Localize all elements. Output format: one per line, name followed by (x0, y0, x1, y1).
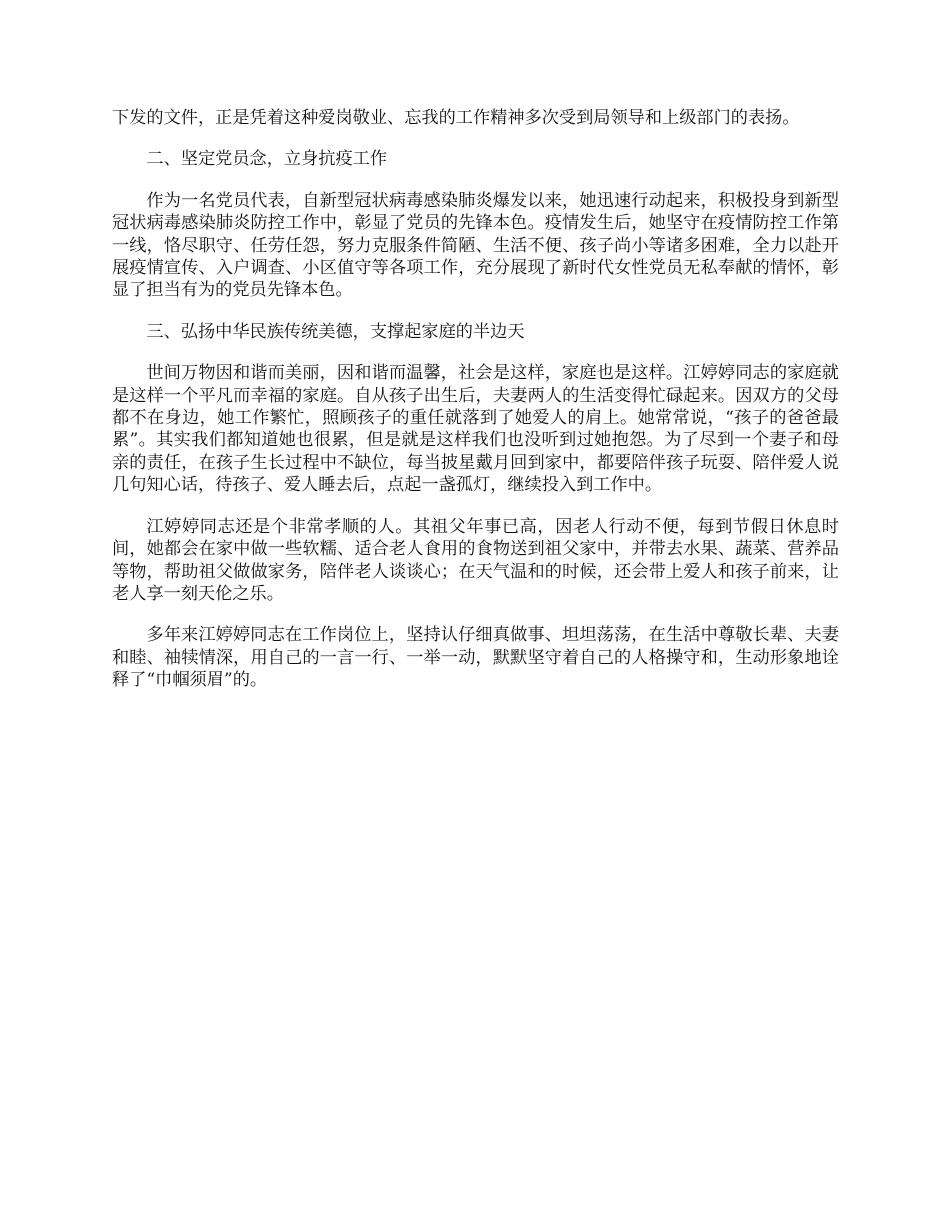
document-page (112, 107, 839, 711)
paragraph-continuation: 下发的文件，正是凭着这种爱岗敬业、忘我的工作精神多次受到局领导和上级部门的表扬。 (112, 108, 800, 128)
section-heading-3: 三、弘扬中华民族传统美德，支撑起家庭的半边天 (146, 321, 525, 342)
paragraph-family: 世间万物因和谐而美丽，因和谐而温馨，社会是这样，家庭也是这样。江婷婷同志的家庭就是这样一个平凡而幸福的家庭。自从孩子出生后，夫妻两人的生活变得忙碌起来。因双方的父母都不在身边，她工作繁忙，照顾孩子的重任就落到了她爱人的肩上。她常常说，“孩子的爸爸最累”。其实我们都知道她也很累，但是就是这样我们也没听到过她抱怨。为了尽到一个妻子和母亲的责任，在孩子生长过程中不缺位，每当披星戴月回到家中，都要陪伴孩子玩耍、陪伴爱人说几句知心话，待孩子、爱人睡去后，点起一盏孤灯，继续投入到工作中。 (112, 363, 839, 496)
paragraph-filial: 江婷婷同志还是个非常孝顺的人。其祖父年事已高，因老人行动不便，每到节假日休息时间，她都会在家中做一些软糯、适合老人食用的食物送到祖父家中，并带去水果、蔬菜、营养品等物，帮助祖父做做家务，陪伴老人谈谈心；在天气温和的时候，还会带上爱人和孩子前来，让老人享一刻天伦之乐。 (112, 516, 839, 604)
paragraph-summary: 多年来江婷婷同志在工作岗位上，坚持认仔细真做事、坦坦荡荡，在生活中尊敬长辈、夫妻和睦、䄂犊情深，用自己的一言一行、一举一动，默默坚守着自己的人格操守和，生动形象地诠释了“巾帼须眉”的。 (112, 625, 839, 691)
section-heading-2: 二、坚定党员念，立身抗疫工作 (146, 149, 388, 170)
paragraph-party-member: 作为一名党员代表，自新型冠状病毒感染肺炎爆发以来，她迅速行动起来，积极投身到新型冠状病毒感染肺炎防控工作中，彰显了党员的先锋本色。疫情发生后，她坚守在疫情防控工作第一线，恪尽职守、任劳任怨，努力克服条件简陋、生活不便、孩子尚小等诸多困难，全力以赴开展疫情宣传、入户调查、小区值守等各项工作，充分展现了新时代女性党员无私奉献的情怀，彰显了担当有为的党员先锋本色。 (112, 190, 839, 301)
